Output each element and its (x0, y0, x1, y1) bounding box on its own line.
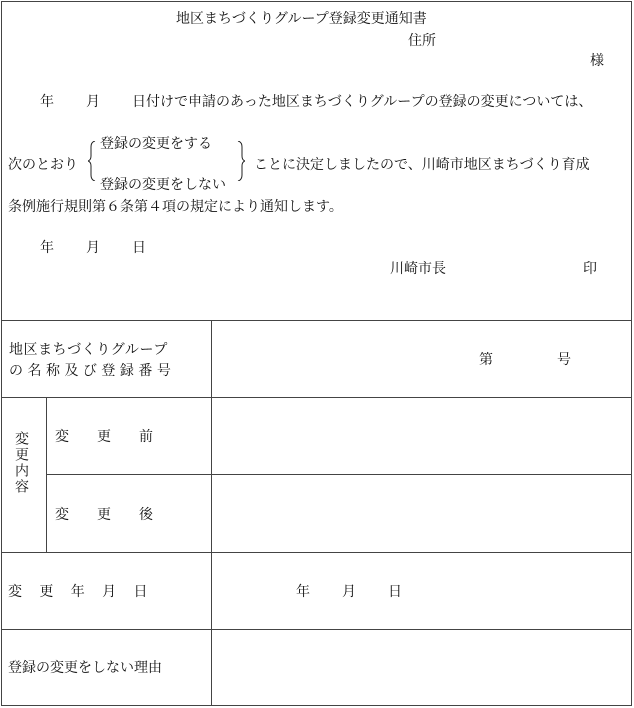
application-month: 月 (86, 94, 100, 110)
issue-month: 月 (86, 240, 100, 256)
option-change: 登録の変更をする (100, 136, 212, 152)
table-rule-3 (1, 552, 632, 553)
group-label-line-1: 地区まちづくりグループ (9, 342, 168, 358)
changes-label: 変更内容 (13, 431, 29, 495)
table-column-divider (211, 320, 212, 706)
before-label: 変 更 前 (55, 429, 153, 445)
change-date-year: 年 (296, 584, 310, 600)
seal-mark: 印 (583, 261, 597, 277)
issue-day: 日 (132, 240, 146, 256)
after-label: 変 更 後 (55, 507, 153, 523)
table-rule-2 (46, 474, 632, 475)
right-brace (237, 141, 245, 181)
body-line-2-head: 次のとおり (8, 157, 78, 173)
issue-year: 年 (40, 240, 54, 256)
table-rule-4 (1, 629, 632, 630)
body-line-2-tail: ことに決定しましたので、川崎市地区まちづくり育成 (254, 157, 590, 173)
mayor-title: 川崎市長 (390, 261, 446, 277)
number-suffix: 号 (557, 352, 571, 368)
body-line-1: 日付けで申請のあった地区まちづくりグループの登録の変更については、 (132, 94, 593, 110)
option-no-change: 登録の変更をしない (100, 177, 226, 193)
application-year: 年 (40, 94, 54, 110)
change-date-month: 月 (342, 584, 356, 600)
honorific: 様 (590, 53, 604, 69)
change-date-day: 日 (388, 584, 402, 600)
change-date-label: 変 更 年 月 日 (8, 584, 150, 600)
left-brace (88, 141, 96, 181)
body-line-3: 条例施行規則第６条第４項の規定により通知します。 (8, 199, 343, 215)
no-change-reason-label: 登録の変更をしない理由 (8, 660, 162, 676)
table-top-rule (1, 320, 632, 321)
group-label-line-2: の名称及び登録番号 (9, 363, 176, 379)
table-rule-1 (1, 397, 632, 398)
number-prefix: 第 (479, 352, 493, 368)
changes-sub-divider (46, 397, 47, 552)
address-label: 住所 (408, 33, 436, 49)
document-title: 地区まちづくりグループ登録変更通知書 (176, 11, 427, 27)
